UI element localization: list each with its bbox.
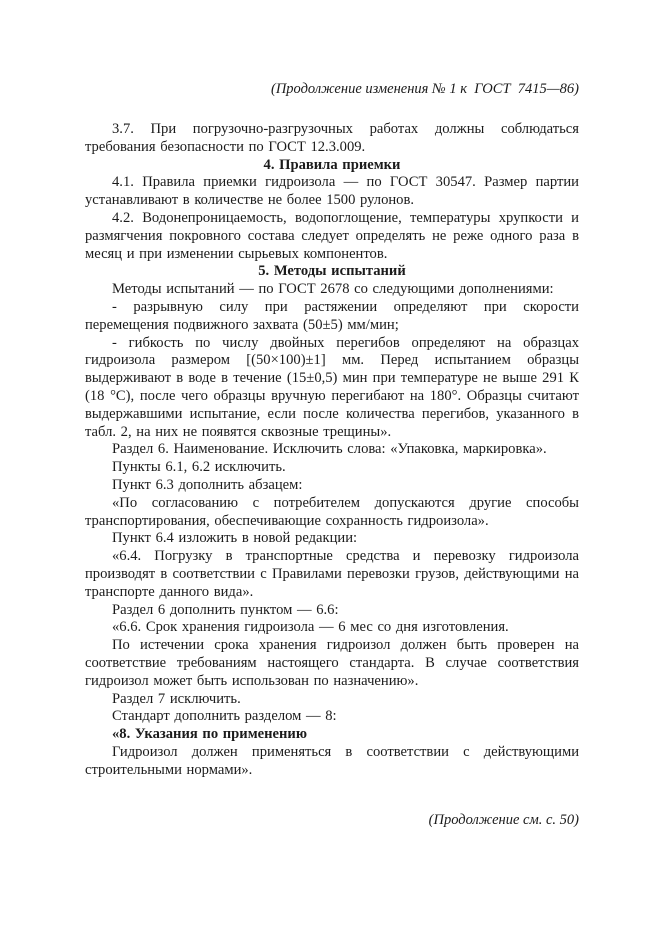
paragraph: Методы испытаний — по ГОСТ 2678 со следующими дополнениями: — [112, 281, 554, 298]
paragraph: «По согласованию с потребителем допускаются другие способы транспортирования, обеспечивающие сохранность гидроизола». — [85, 494, 579, 529]
paragraph: 3.7. При погрузочно-разгрузочных работах должны соблюдаться требования безопасности по ГОСТ 12.3.009. — [85, 121, 579, 155]
paragraph: - разрывную силу при растяжении определяют при скорости перемещения подвижного захвата (50±5) мм/мин; — [85, 298, 579, 333]
paragraph: «8. Указания по применению — [112, 726, 307, 743]
paragraph: «6.6. Срок хранения гидроизола — 6 мес со дня изготовления. — [112, 619, 509, 636]
paragraph: Раздел 7 исключить. — [112, 690, 241, 707]
document-body — [85, 121, 579, 779]
paragraph: Пункты 6.1, 6.2 исключить. — [112, 459, 286, 476]
paragraph: Раздел 6 дополнить пунктом — 6.6: — [112, 601, 339, 618]
paragraph: Раздел 6. Наименование. Исключить слова: «Упаковка, маркировка». — [112, 441, 547, 458]
paragraph: 4.1. Правила приемки гидроизола — по ГОСТ 30547. Размер партии устанавливают в количестве не более 1500 рулонов. — [85, 174, 579, 209]
section-heading: 5. Методы испытаний — [258, 263, 406, 280]
continuation-footer: (Продолжение см. с. 50) — [428, 812, 579, 829]
paragraph: - гибкость по числу двойных перегибов определяют на образцах гидроизола размером [(50×100)±1] мм. Перед испытанием образцы выдерживают в воде в течение (15±0,5) мин при температуре не выше 291 К (18 °С), после чего образцы вручную перегибают на 180°. Образцы считают выдержавшими испытание, если после количества перегибов, указанного в табл. 2, на них не появятся сквозные трещины». — [85, 334, 579, 440]
section-heading: 4. Правила приемки — [263, 156, 401, 173]
paragraph: Пункт 6.4 изложить в новой редакции: — [112, 530, 358, 547]
paragraph: «6.4. Погрузку в транспортные средства и перевозку гидроизола производят в соответствии с Правилами перевозки грузов, действующими на транспорте данного вида». — [85, 548, 579, 600]
paragraph: По истечении срока хранения гидроизол должен быть проверен на соответствие требованиям настоящего стандарта. В случае соответствия гидроизол может быть использован по назначению». — [85, 637, 579, 689]
continuation-header: (Продолжение изменения № 1 к ГОСТ 7415—86) — [270, 81, 579, 97]
paragraph: Гидроизол должен применяться в соответствии с действующими строительными нормами». — [85, 743, 579, 778]
paragraph: Стандарт дополнить разделом — 8: — [112, 708, 337, 725]
paragraph: Пункт 6.3 дополнить абзацем: — [112, 476, 303, 493]
paragraph: 4.2. Водонепроницаемость, водопоглощение, температуры хрупкости и размягчения покровного состава следует определять не реже одного раза в месяц и при изменении сырьевых компонентов. — [85, 209, 579, 262]
